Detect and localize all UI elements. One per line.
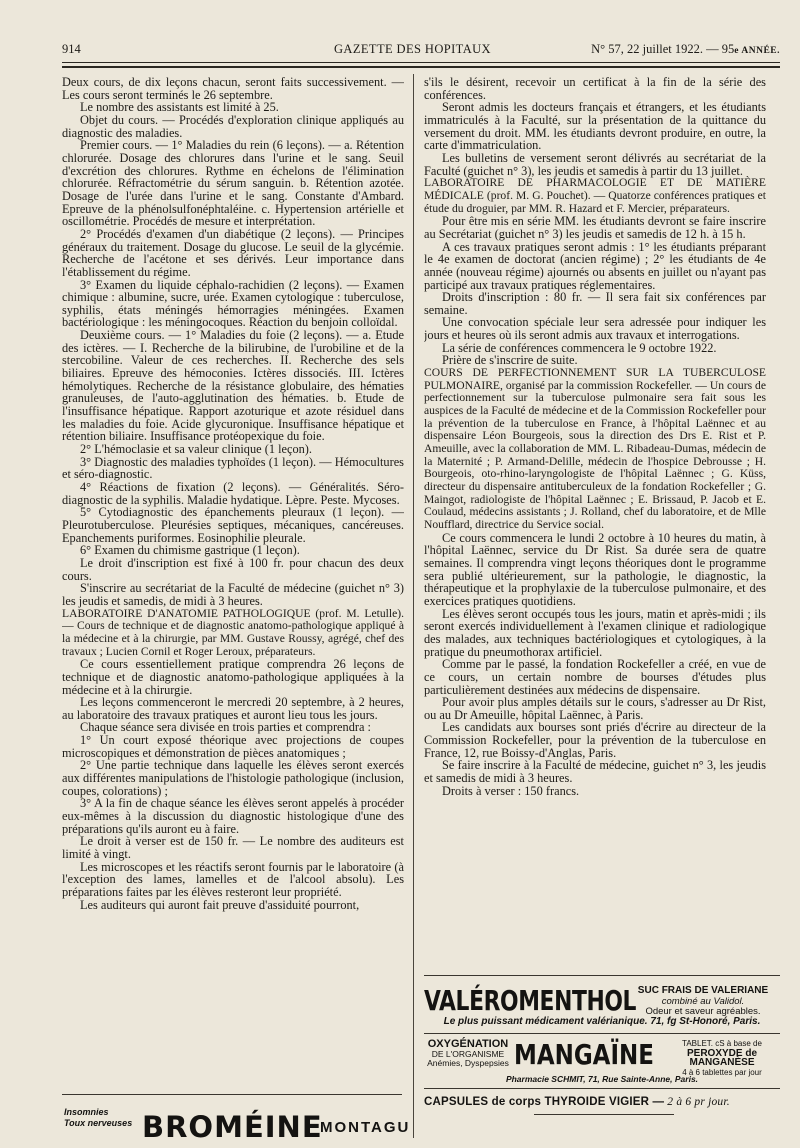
paragraph: Objet du cours. — Procédés d'exploration clinique appliqués au diagnostic des maladies. (62, 112, 404, 140)
ad-line: Odeur et saveur agréables. (645, 1006, 761, 1017)
paragraph: Pour être mis en série MM. les étudiants devront se faire inscrire au Secrétariat (guichet n° 3) les jeudis et samedis de 12 h. à 15 h. (424, 214, 766, 241)
paragraph: Une convocation spéciale leur sera adressée pour indiquer les jours et heures où ils seront admis aux travaux et interrogations. (424, 315, 766, 343)
paragraph: Seront admis les docteurs français et étrangers, et les étudiants immatriculés à la Faculté, sur la présentation de la quittance du versement du droit. MM. les étudiants devront produire, en outre, la carte d'immatriculation. (424, 100, 766, 153)
paragraph: 3° A la fin de chaque séance les élèves seront appelés à procéder eux-mêmes à la discussion du diagnostic histologique d'une des préparations qu'ils auront eu à faire. (62, 796, 404, 836)
paragraph: La série de conférences commencera le 9 octobre 1922. (442, 340, 717, 355)
ad-line: Toux nerveuses (64, 1118, 133, 1128)
paragraph: Pour avoir plus amples détails sur le cours, s'adresser au Dr Rist, ou au Dr Ameuille, hôpital Laënnec, à Paris. (424, 695, 766, 722)
ad-vigier (424, 1092, 780, 1114)
issue-year: e ANNÉE. (734, 46, 780, 56)
paragraph: s'ils le désirent, recevoir un certificat à la fin de la série des conférences. (424, 76, 766, 102)
paragraph: Prière de s'inscrire de suite. (442, 353, 578, 368)
header-rule (62, 62, 780, 63)
ad-tagline (64, 1107, 132, 1129)
paragraph: Les élèves seront occupés tous les jours, matin et après-midi ; ils seront exercés individuellement à l'examen clinique et radiologique des malades, aux techniques bactériologiques et cytologiques, à la pratique du pneumothorax artificiel. (424, 606, 766, 659)
paragraph: Les leçons commenceront le mercredi 20 septembre, à 2 heures, au laboratoire des travaux pratiques et auront lieu tous les jours. (62, 695, 404, 722)
ad-brand: MANGAÏNE (514, 1038, 654, 1071)
paragraph: Se faire inscrire à la Faculté de médecine, guichet n° 3, les jeudis et samedis de midi à 3 heures. (424, 758, 766, 786)
paragraph: Ce cours essentiellement pratique comprendra 26 leçons de technique et de diagnostic anatomo-pathologique appliquées à la médecine et à la chirurgie. (62, 657, 404, 697)
ad-valeromenthol (424, 975, 780, 1028)
page-number: 914 (62, 42, 81, 56)
ad-footer: Pharmacie SCHMIT, 71, Rue Sainte-Anne, Paris. (505, 1074, 699, 1084)
paragraph: 4° Réactions de fixation (2 leçons). — Généralités. Séro-diagnostic de la syphilis. Maladie hydatique. Lèpre. Peste. Mycoses. (62, 480, 404, 507)
ad-brand: BROMÉINE (142, 1110, 323, 1144)
ad-line (424, 1096, 780, 1108)
paragraph: Les bulletins de versement seront délivrés au secrétariat de la Faculté (guichet n° 3), les jeudis et samedis à partir du 13 juillet. (424, 150, 766, 178)
ad-line: 4 à 6 tablettes par jour (682, 1067, 762, 1077)
paragraph: A ces travaux pratiques seront admis : 1° les étudiants préparant le 4e examen de doctorat (ancien régime) ; 2° les étudiants de 4e année (nouveau régime) ajournés ou absents en juillet ou n'ayant pas participé aux travaux pratiques réglementaires. (424, 239, 766, 292)
paragraph: Chaque séance sera divisée en trois parties et comprendra : (80, 720, 371, 735)
paragraph: Le nombre des assistants est limité à 25. (80, 100, 279, 115)
ad-dose: 2 à 6 pr jour. (664, 1096, 730, 1108)
ad-maker: MONTAGU (320, 1119, 411, 1136)
paragraph: 6° Examen du chimisme gastrique (1 leçon). (80, 543, 300, 558)
ad-line: TABLET. cS à base de (682, 1039, 762, 1048)
ad-line: combiné au Validol. (661, 995, 745, 1007)
page-header (62, 40, 780, 60)
paragraph: 3° Examen du liquide céphalo-rachidien (2 leçons). — Examen chimique : albumine, sucre, urée. Examen cytologique : tuberculose, syphilis, états méningés hémorragies méningées. Examen bactériologique : les méningocoques. Réaction du benjoin colloïdal. (62, 277, 404, 330)
paragraph: 1° Un court exposé théorique avec projections de coupes microscopiques et démonstration de pièces anatomiques ; (62, 733, 404, 760)
paragraph: 3° Diagnostic des maladies typhoïdes (1 leçon). — Hémocultures et séro-diagnostic. (62, 454, 404, 482)
ad-line: Insomnies (64, 1107, 109, 1117)
paragraph: Premier cours. — 1° Maladies du rein (6 leçons). — a. Rétention chlorurée. Dosage des chlorures dans l'urine et le sang. Seuil d'excrétion des chlorures. Rythme en échelons de l'élimination chlorurée. Réfractométrie du sérum sanguin. b. Rétention azotée. Dosage de l'urée dans l'urine et le sang. Constante d'Ambard. Epreuve de la phénolsulfonéphtaléine. c. Hypertension artérielle et oscillométrie. Procédés de mesure et interprétation. (62, 138, 404, 229)
ad-right (664, 1039, 780, 1077)
paragraph: S'inscrire au secrétariat de la Faculté de médecine (guichet n° 3) les jeudis et samedis, de midi à 3 heures. (62, 581, 404, 608)
right-column (424, 76, 766, 968)
paragraph: 2° Procédés d'examen d'un diabétique (2 leçons). — Principes généraux du traitement. Dosage du glucose. Le seuil de la glycémie. Recherche de l'acétone et ses dérivés. Leur importance dans l'établissement du régime. (62, 226, 404, 279)
ad-line: Anémies, Dyspepsies (427, 1058, 509, 1068)
paragraph: Les auditeurs qui auront fait preuve d'assiduité pourront, (80, 897, 360, 912)
paragraph: 2° L'hémoclasie et sa valeur clinique (1 leçon). (80, 442, 312, 457)
ad-text: CAPSULES de corps THYROIDE VIGIER — (424, 1096, 665, 1108)
newspaper-title: GAZETTE DES HOPITAUX (334, 42, 491, 56)
issue-date: N° 57, 22 juillet 1922. — 95 (591, 42, 735, 56)
paragraph: Deux cours, de dix leçons chacun, seront faits successivement. — Les cours seront terminés le 26 septembre. (62, 76, 404, 102)
paragraph: Droits d'inscription : 80 fr. — Il sera fait six conférences par semaine. (424, 290, 766, 317)
ad-line: OXYGÉNATION (427, 1038, 509, 1050)
ad-details (626, 986, 780, 1018)
paragraph: Le droit à verser est de 150 fr. — Le nombre des auditeurs est limité à vingt. (62, 834, 404, 862)
ornament-rule (534, 1114, 674, 1115)
section-heading-anatomie: LABORATOIRE D'ANATOMIE PATHOLOGIQUE (prof. M. Letulle). — Cours de technique et de diagnostic anatomo-pathologique appliqué à la médecine et à la chirurgie, par MM. Gustave Roussy, agrégé, chef des travaux ; Lucien Cornil et Roger Leroux, préparateurs. (62, 606, 404, 658)
paragraph: Deuxième cours. — 1° Maladies du foie (2 leçons). — a. Etude des ictères. — I. Recherche de la bilirubine, de l'urobiline et de la stercobiline. Valeur de ces recherches. II. Recherche des sels biliaires. Epreuve des hémoconies. Ictères dissociés. III. Ictères hémolytiques. Recherche de la résistance globulaire, des hématies granuleuses, de l'auto-agglutination des hématies. b. Etude de l'insuffisance hépatique. Rapport azoturique et azote résiduel dans les maladies du foie. Acide glycuronique. Insuffisance hépatique et rétention biliaire. Insuffisance protéopexique du foie. (62, 328, 404, 444)
paragraph: Les candidats aux bourses sont priés d'écrire au directeur de la Commission Rockefeller, pour la prévention de la tuberculose en France, 12, rue Boissy-d'Anglas, Paris. (424, 720, 766, 760)
ad-footer: Le plus puissant médicament valérianique. 71, fg St-Honoré, Paris. (443, 1016, 761, 1027)
ad-line: SUC FRAIS DE VALERIANE (637, 985, 769, 996)
paragraph: Droits à verser : 150 francs. (442, 783, 580, 798)
header-rule-thick (62, 66, 780, 68)
paragraph: Les microscopes et les réactifs seront fournis par le laboratoire (à l'exception des lames, lamelles et de l'alcool absolu). Les préparations faites par les élèves resteront leur propriété. (62, 859, 404, 899)
left-column (62, 76, 404, 1016)
ad-bromeine (62, 1094, 411, 1144)
paragraph: Comme par le passé, la fondation Rockefeller a créé, en vue de ce cours, un certain nombre de bourses d'études plus particulièrement destinées aux médecins de dispensaire. (424, 657, 766, 697)
ad-left (424, 1040, 512, 1069)
column-divider (413, 74, 414, 1138)
paragraph: 5° Cytodiagnostic des épanchements pleuraux (1 leçon). — Pleurotuberculose. Pleurésies septiques, mécaniques, cancéreuses. Epanchements puriformes. Eosinophilie pleurale. (62, 505, 404, 545)
paragraph: 2° Une partie technique dans laquelle les élèves seront exercés aux différentes manipulations de l'histologie pathologique (inclusion, coupes, colorations) ; (62, 758, 404, 798)
section-heading-pharmacologie: LABORATOIRE DE PHARMACOLOGIE ET DE MATIÈRE MÉDICALE (prof. M. G. Pouchet). — Quatorze conférences pratiques et étude du droguier, par MM. R. Hazard et F. Mercier, préparateurs. (424, 176, 766, 215)
paragraph: Le droit d'inscription est fixé à 100 fr. pour chacun des deux cours. (62, 555, 404, 583)
section-heading-tuberculose: COURS DE PERFECTIONNEMENT SUR LA TUBERCULOSE PULMONAIRE, organisé par la commission Rockefeller. — Un cours de perfectionnement sur la tuberculose pulmonaire sera fait sous les auspices de la Faculté de médecine et de la Commission Rockefeller pour la prévention de la tuberculose en France, à l'hôpital Laënnec et au dispensaire Léon Bourgeois, sous la direction des Drs E. Rist et P. Ameuille, avec la collaboration de MM. L. Ribadeau-Dumas, médecin de la Maternité ; P. Armand-Delille, médecin de l'hospice Debrousse ; H. Bourgeois, oto-rhino-laryngologiste de l'hôpital Laënnec ; G. Küss, directeur du dispensaire antituberculeux de la fondation Rockefeller ; G. Maingot, radiologiste de l'hôpital Laënnec ; E. Brissaud, P. Jacob et E. Coulaud, médecins assistants ; J. Rolland, chef du laboratoire, et de Mlle Noufflard, directrice du Service social. (424, 366, 766, 531)
paragraph: Ce cours commencera le lundi 2 octobre à 10 heures du matin, à l'hôpital Laënnec, service du Dr Rist. Sa durée sera de quatre semaines. Il comprendra vingt leçons théoriques dont le programme sera publié ultérieurement, sur la pathologie, le diagnostic, la thérapeutique et la prophylaxie de la tuberculose pulmonaire, et des exercices pratiques quotidiens. (424, 530, 766, 608)
issue-info (591, 42, 780, 57)
ad-mangaine (424, 1033, 780, 1089)
ad-brand: VALÉROMENTHOL (424, 984, 637, 1017)
ad-line: PEROXYDE de MANGANÈSE (686, 1047, 758, 1068)
ad-line: DE L'ORGANISME (431, 1048, 505, 1059)
